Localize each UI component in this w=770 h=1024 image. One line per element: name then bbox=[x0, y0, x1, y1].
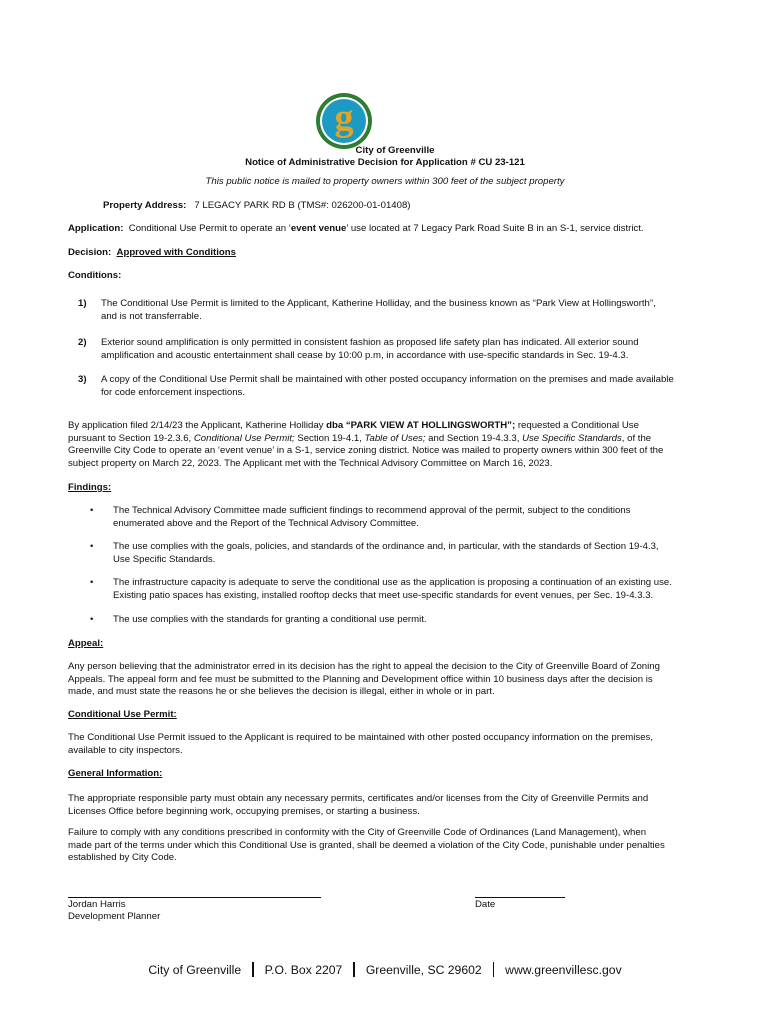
appeal-line: made, and must state the reasons he or she believes the decision is illegal, either in whole or in part. bbox=[68, 686, 495, 698]
finding-line: The use complies with the standards for granting a conditional use permit. bbox=[113, 614, 427, 625]
footer bbox=[0, 962, 770, 978]
finding-item bbox=[113, 505, 701, 530]
finding-line: The Technical Advisory Committee made sufficient findings to recommend approval of the permit, subject to the conditions bbox=[113, 505, 631, 516]
general-line: made part of the terms under which this Conditional Use is granted, shall be deemed a violation of the City Code, punishable under penalties bbox=[68, 839, 665, 851]
finding-item bbox=[113, 614, 701, 627]
condition-line: Exterior sound amplification is only permitted in consistent fashion as proposed life safety plan has indicated. All exterior sound bbox=[101, 337, 639, 348]
cup-line: available to city inspectors. bbox=[68, 744, 183, 756]
city-logo-mark bbox=[315, 92, 373, 150]
summary-text: and Section 19-4.3.3, bbox=[425, 432, 523, 444]
application-text-after: ’ use located at 7 Legacy Park Road Suite B in an S-1, service district. bbox=[346, 223, 644, 234]
conditions-label: Conditions: bbox=[68, 270, 122, 281]
summary-text: pursuant to Section 19-2.3.6, bbox=[68, 432, 194, 444]
summary-line: subject property on March 22, 2023. The Applicant met with the Technical Advisory Committee on March 16, 2023. bbox=[68, 457, 553, 469]
city-logo bbox=[315, 92, 373, 150]
decision-label: Decision: bbox=[68, 247, 112, 258]
property-address bbox=[103, 200, 411, 213]
summary-business-name: dba “PARK VIEW AT HOLLINGSWORTH”; bbox=[326, 420, 516, 431]
appeal-text bbox=[68, 661, 700, 699]
appeal-label: Appeal: bbox=[68, 638, 104, 649]
summary-text: , of the bbox=[621, 432, 652, 444]
finding-line: The infrastructure capacity is adequate to serve the conditional use as the application is proposing a continuation of an existing use. bbox=[113, 577, 672, 588]
condition-item bbox=[101, 374, 701, 399]
condition-line: The Conditional Use Permit is limited to the Applicant, Katherine Holliday, and the business known as “Park View at Hollingsworth”, bbox=[101, 298, 656, 309]
decision-value: Approved with Conditions bbox=[116, 247, 236, 258]
finding-item bbox=[113, 541, 701, 566]
notice-title: Notice of Administrative Decision for Application # CU 23-121 bbox=[245, 157, 525, 168]
summary-ref: Table of Uses; bbox=[364, 432, 426, 444]
finding-line: The use complies with the goals, policies, and standards of the ordinance and, in particular, with the standards of Section 19-4.3, bbox=[113, 541, 659, 552]
application-summary bbox=[68, 420, 700, 470]
signer-name: Jordan Harris bbox=[68, 899, 126, 910]
logo-letter: g bbox=[334, 97, 354, 139]
mail-note: This public notice is mailed to property owners within 300 feet of the subject property bbox=[205, 176, 565, 187]
bullet: • bbox=[90, 541, 94, 552]
general-line: established by City Code. bbox=[68, 852, 177, 864]
condition-line: and is not transferrable. bbox=[101, 310, 202, 322]
finding-line: enumerated above and the Report of the Technical Advisory Committee. bbox=[113, 517, 419, 529]
bullet: • bbox=[90, 505, 94, 516]
general-para-2 bbox=[68, 827, 700, 865]
property-label: Property Address: bbox=[103, 200, 187, 211]
findings-label: Findings: bbox=[68, 482, 112, 493]
condition-line: amplification and acoustic entertainment shall cease by 10:00 p.m, in accordance with use-specific standards in Sec. 19-4.3. bbox=[101, 349, 629, 361]
signature-line bbox=[68, 897, 321, 898]
condition-number: 3) bbox=[78, 374, 87, 385]
summary-ref: Use Specific Standards bbox=[522, 432, 622, 444]
condition-item bbox=[101, 337, 701, 362]
summary-line: Greenville City Code to operate an ‘event venue’ in a S-1, service zoning district. Notice was mailed to property owners within 300 feet of the bbox=[68, 445, 664, 457]
application-term: event venue bbox=[290, 223, 347, 234]
footer-po-box: P.O. Box 2207 bbox=[264, 963, 343, 977]
condition-number: 2) bbox=[78, 337, 87, 348]
general-line: Licenses Office before beginning work, occupying premises, or starting a business. bbox=[68, 805, 420, 817]
property-value: 7 LEGACY PARK RD B (TMS#: 026200-01-01408) bbox=[194, 200, 411, 211]
application-label: Application: bbox=[68, 223, 124, 234]
footer-city: City of Greenville bbox=[148, 963, 242, 977]
finding-line: Existing patio spaces has existing, installed rooftop decks that meet use-specific standards for event venues, per Sec. 19-4.3.3. bbox=[113, 589, 654, 601]
cup-text bbox=[68, 732, 700, 757]
summary-text: requested a Conditional Use bbox=[515, 420, 639, 431]
cup-line: The Conditional Use Permit issued to the Applicant is required to be maintained with other posted occupancy information on the premises, bbox=[68, 732, 654, 743]
general-para-1 bbox=[68, 793, 700, 818]
finding-line: Use Specific Standards. bbox=[113, 553, 216, 565]
application bbox=[68, 223, 700, 236]
appeal-line: Any person believing that the administrator erred in its decision has the right to appeal the decision to the City of Greenville Board of Zoning bbox=[68, 661, 660, 672]
summary-line bbox=[68, 420, 700, 433]
date-line bbox=[475, 897, 565, 898]
footer-website[interactable]: www.greenvillesc.gov bbox=[505, 963, 622, 977]
footer-separator bbox=[493, 962, 495, 977]
decision bbox=[68, 247, 700, 260]
bullet: • bbox=[90, 577, 94, 588]
condition-line: A copy of the Conditional Use Permit shall be maintained with other posted occupancy information on the premises and made available bbox=[101, 374, 674, 385]
summary-line bbox=[68, 433, 700, 446]
footer-separator bbox=[252, 962, 254, 977]
application-text-before: Conditional Use Permit to operate an ‘ bbox=[128, 223, 291, 234]
summary-text: By application filed 2/14/23 the Applicant, Katherine Holliday bbox=[68, 420, 327, 431]
cup-label: Conditional Use Permit: bbox=[68, 709, 177, 720]
bullet: • bbox=[90, 614, 94, 625]
summary-text: Section 19-4.1, bbox=[294, 432, 365, 444]
footer-separator bbox=[353, 962, 355, 977]
summary-ref: Conditional Use Permit; bbox=[193, 432, 295, 444]
condition-item bbox=[101, 298, 701, 323]
general-line: Failure to comply with any conditions prescribed in conformity with the City of Greenville Code of Ordinances (Land Management), when bbox=[68, 827, 647, 838]
general-label: General Information: bbox=[68, 768, 163, 779]
signer-title: Development Planner bbox=[68, 911, 161, 922]
appeal-line: Appeals. The appeal form and fee must be submitted to the Planning and Development office within 10 business days after the decision is bbox=[68, 673, 653, 685]
condition-line: for code enforcement inspections. bbox=[101, 386, 245, 398]
general-line: The appropriate responsible party must obtain any necessary permits, certificates and/or licenses from the City of Greenville Permits and bbox=[68, 793, 649, 804]
condition-number: 1) bbox=[78, 298, 87, 309]
city-name: City of Greenville bbox=[355, 145, 435, 156]
finding-item bbox=[113, 577, 701, 602]
footer-address: Greenville, SC 29602 bbox=[365, 963, 482, 977]
date-label: Date bbox=[475, 899, 496, 910]
